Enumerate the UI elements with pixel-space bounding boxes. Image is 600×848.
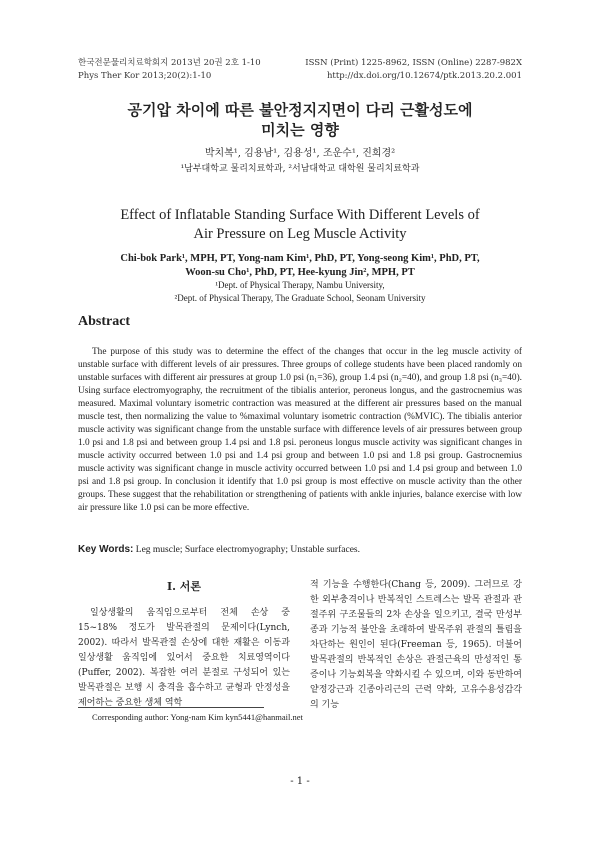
english-affiliation: ¹Dept. of Physical Therapy, Nambu University, ²Dept. of Physical Therapy, The Graduate School, Seonam University (174, 280, 426, 303)
korean-title: 공기압 차이에 따른 불안정지지면이 다리 근활성도에 미치는 영향 (127, 101, 473, 139)
keywords (78, 544, 360, 555)
keywords-label: Key Words: (78, 544, 134, 555)
journal-citation: Phys Ther Kor 2013;20(2):1-10 (78, 71, 212, 81)
korean-affiliation: ¹남부대학교 물리치료학과, ²서남대학교 대학원 물리치료학과 (180, 164, 420, 174)
korean-authors: 박치복¹, 김용남¹, 김용성¹, 조운수¹, 진희경² (204, 148, 396, 159)
abstract-body: The purpose of this study was to determine the effect of the changes that occur in the leg muscle activity of unstable surface with different levels of air pressures. Three groups of college students have been placed randomly on unstable surfaces with different air pressures at group 1.0 psi (n₁=36), group 1.4 psi (n₂=40), and group 1.8 psi (n₃=40). Using surface electromyography, the recruitment of the tibialis anterior, peroneus longus, and the gastrocnemius was measured. Maximal voluntary isometric contraction was measured at the different air pressures based on the manual muscle test, then normalizing the value to %maximal voluntary isometric contraction (%MVIC). The tibialis anterior muscle activity was significant change from the unstable surface with difference levels of air pressures between group 1.0 psi and 1.8 psi and between group 1.4 psi and 1.8 psi. peroneus longus muscle activity was significant changes in muscle activity occurred between 1.0 psi and 1.4 psi group and between 1.0 psi and 1.8 psi group. Gastrocnemius muscle activity was significant change in muscle activity occurred between 1.0 psi and 1.4 psi group and between 1.0 psi and 1.8 psi group. In conclusion it identify that 1.0 psi group is most effective on muscle activity than the other groups. These suggest that the rehabilitation or strengthening of patients with ankle injuries, balance exercise with low air pressure like 1.0 psi can be more effective. (78, 347, 522, 513)
english-title: Effect of Inflatable Standing Surface With Different Levels of Air Pressure on Leg Muscle Activity (120, 207, 480, 242)
abstract-heading: Abstract (78, 314, 131, 329)
journal-header-right (305, 57, 522, 83)
body-column-right: 적 기능을 수행한다(Chang 등, 2009). 그러므로 강한 외부충격이나 반복적인 스트레스는 발목 관절과 관절주위 구조물들의 2차 손상을 일으키고, 결국 만성부종과 기능적 불안을 초래하여 발목주위 관절의 틀림을 차단하는 원인이 된다(Freeman 등, 1965). 더불어 발목관절의 반복적인 손상은 관절근육의 만성적인 통증이나 기능회복을 약화시킬 수 있으며, 이와 동반하여 얕정강근과 긴종아리근의 근력 약화, 고유수용성감각의 기능 (310, 580, 522, 710)
corresponding-author-footnote: Corresponding author: Yong-nam Kim kyn5441@hanmail.net (92, 712, 303, 722)
page-number: - 1 - (290, 776, 310, 787)
body-column-left: 일상생활의 움직임으로부터 전체 손상 중 15~18% 정도가 발목관절의 문제이다(Lynch, 2002). 따라서 발목관절 손상에 대한 재활은 이동과 일상생활 움직임에 있어서 중요한 치료영역이다(Puffer, 2002). 복잡한 여러 분절로 구성되어 있는 발목관절은 보행 시 충격을 흡수하고 균형과 안정성을 제어하는 중요한 생체 역학 (78, 608, 290, 708)
keywords-text: Leg muscle; Surface electromyography; Unstable surfaces. (133, 545, 360, 555)
issn-line: ISSN (Print) 1225-8962, ISSN (Online) 2287-982X (305, 58, 522, 68)
footnote-divider (78, 707, 264, 708)
section-heading-introduction: Ⅰ. 서론 (166, 580, 202, 593)
english-authors: Chi-bok Park¹, MPH, PT, Yong-nam Kim¹, PhD, PT, Yong-seong Kim¹, PhD, PT, Woon-su Cho¹, PhD, PT, Hee-kyung Jin², MPH, PT (120, 253, 480, 278)
journal-header-left (78, 57, 261, 83)
journal-name-korean: 한국전문물리치료학회지 2013년 20권 2호 1-10 (78, 58, 261, 68)
doi-link[interactable]: http://dx.doi.org/10.12674/ptk.2013.20.2.001 (326, 71, 522, 81)
